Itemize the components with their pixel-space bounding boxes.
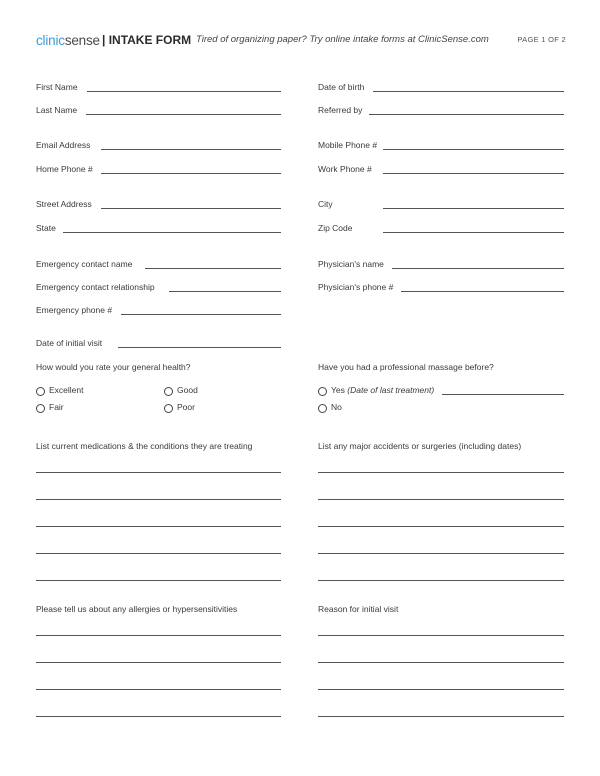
medications-line[interactable] <box>36 499 281 500</box>
medications-line[interactable] <box>36 472 281 473</box>
last-name-label: Last Name <box>36 105 78 115</box>
state-line[interactable] <box>63 232 281 233</box>
street-address-label: Street Address <box>36 199 92 209</box>
accidents-line[interactable] <box>318 526 564 527</box>
emergency-phone-line[interactable] <box>121 314 281 315</box>
accidents-line[interactable] <box>318 499 564 500</box>
accidents-line[interactable] <box>318 472 564 473</box>
emergency-phone-field[interactable] <box>36 305 281 317</box>
emergency-contact-name-label: Emergency contact name <box>36 259 133 269</box>
physician-phone-field[interactable] <box>318 282 564 294</box>
first-name-label: First Name <box>36 82 78 92</box>
radio-icon[interactable] <box>36 404 45 413</box>
city-line[interactable] <box>383 208 564 209</box>
email-line[interactable] <box>101 149 281 150</box>
radio-icon[interactable] <box>318 387 327 396</box>
radio-icon[interactable] <box>36 387 45 396</box>
first-name-line[interactable] <box>87 91 281 92</box>
accidents-heading: List any major accidents or surgeries (including dates) <box>318 441 522 451</box>
mobile-phone-field[interactable] <box>318 140 564 152</box>
massage-yes-label: Yes <box>331 385 345 395</box>
date-of-birth-field[interactable] <box>318 82 564 94</box>
state-field[interactable] <box>36 223 281 235</box>
street-address-line[interactable] <box>101 208 281 209</box>
referred-by-label: Referred by <box>318 105 363 115</box>
tagline: Tired of organizing paper? Try online intake forms at ClinicSense.com <box>196 34 489 45</box>
accidents-line[interactable] <box>318 580 564 581</box>
zip-code-line[interactable] <box>383 232 564 233</box>
radio-icon[interactable] <box>164 404 173 413</box>
radio-icon[interactable] <box>318 404 327 413</box>
last-treatment-note: (Date of last treatment) <box>347 385 435 395</box>
massage-no-label: No <box>331 402 342 412</box>
initial-visit-date-field[interactable] <box>36 338 281 350</box>
reason-line[interactable] <box>318 635 564 636</box>
page-indicator: PAGE 1 OF 2 <box>517 35 566 44</box>
last-treatment-date-line[interactable] <box>442 394 564 395</box>
health-option-label: Excellent <box>49 385 84 395</box>
reason-heading: Reason for initial visit <box>318 604 399 614</box>
initial-visit-date-label: Date of initial visit <box>36 338 103 348</box>
email-field[interactable] <box>36 140 281 152</box>
health-option-label: Fair <box>49 402 64 412</box>
work-phone-field[interactable] <box>318 164 564 176</box>
mobile-phone-line[interactable] <box>383 149 564 150</box>
physician-phone-label: Physician's phone # <box>318 282 394 292</box>
form-title: | INTAKE FORM <box>102 33 192 47</box>
clinicsense-logo <box>36 33 100 48</box>
health-option-label: Good <box>177 385 198 395</box>
reason-line[interactable] <box>318 716 564 717</box>
allergies-heading: Please tell us about any allergies or hypersensitivities <box>36 604 238 614</box>
emergency-contact-relationship-line[interactable] <box>169 291 281 292</box>
accidents-line[interactable] <box>318 553 564 554</box>
home-phone-field[interactable] <box>36 164 281 176</box>
city-label: City <box>318 199 333 209</box>
medications-heading: List current medications & the conditions they are treating <box>36 441 253 451</box>
emergency-contact-relationship-field[interactable] <box>36 282 281 294</box>
allergies-line[interactable] <box>36 689 281 690</box>
emergency-contact-name-line[interactable] <box>145 268 281 269</box>
date-of-birth-line[interactable] <box>373 91 564 92</box>
reason-line[interactable] <box>318 689 564 690</box>
zip-code-field[interactable] <box>318 223 564 235</box>
last-name-field[interactable] <box>36 105 281 117</box>
allergies-line[interactable] <box>36 716 281 717</box>
date-of-birth-label: Date of birth <box>318 82 365 92</box>
physician-name-line[interactable] <box>392 268 564 269</box>
form-header <box>36 33 566 49</box>
radio-icon[interactable] <box>164 387 173 396</box>
emergency-contact-relationship-label: Emergency contact relationship <box>36 282 155 292</box>
first-name-field[interactable] <box>36 82 281 94</box>
medications-line[interactable] <box>36 526 281 527</box>
referred-by-field[interactable] <box>318 105 564 117</box>
mobile-phone-label: Mobile Phone # <box>318 140 378 150</box>
state-label: State <box>36 223 56 233</box>
referred-by-line[interactable] <box>369 114 564 115</box>
logo-clinic: clinic <box>36 33 65 48</box>
home-phone-line[interactable] <box>101 173 281 174</box>
emergency-phone-label: Emergency phone # <box>36 305 113 315</box>
physician-phone-line[interactable] <box>401 291 564 292</box>
work-phone-line[interactable] <box>383 173 564 174</box>
work-phone-label: Work Phone # <box>318 164 372 174</box>
physician-name-field[interactable] <box>318 259 564 271</box>
home-phone-label: Home Phone # <box>36 164 93 174</box>
reason-line[interactable] <box>318 662 564 663</box>
massage-option-yes[interactable] <box>318 385 564 397</box>
emergency-contact-name-field[interactable] <box>36 259 281 271</box>
allergies-line[interactable] <box>36 635 281 636</box>
email-label: Email Address <box>36 140 91 150</box>
medications-line[interactable] <box>36 580 281 581</box>
physician-name-label: Physician's name <box>318 259 384 269</box>
last-name-line[interactable] <box>86 114 281 115</box>
logo-sense: sense <box>64 33 100 48</box>
street-address-field[interactable] <box>36 199 281 211</box>
massage-question: Have you had a professional massage before? <box>318 362 494 372</box>
allergies-line[interactable] <box>36 662 281 663</box>
initial-visit-date-line[interactable] <box>118 347 281 348</box>
medications-line[interactable] <box>36 553 281 554</box>
general-health-question: How would you rate your general health? <box>36 362 191 372</box>
health-option-label: Poor <box>177 402 195 412</box>
city-field[interactable] <box>318 199 564 211</box>
zip-code-label: Zip Code <box>318 223 353 233</box>
